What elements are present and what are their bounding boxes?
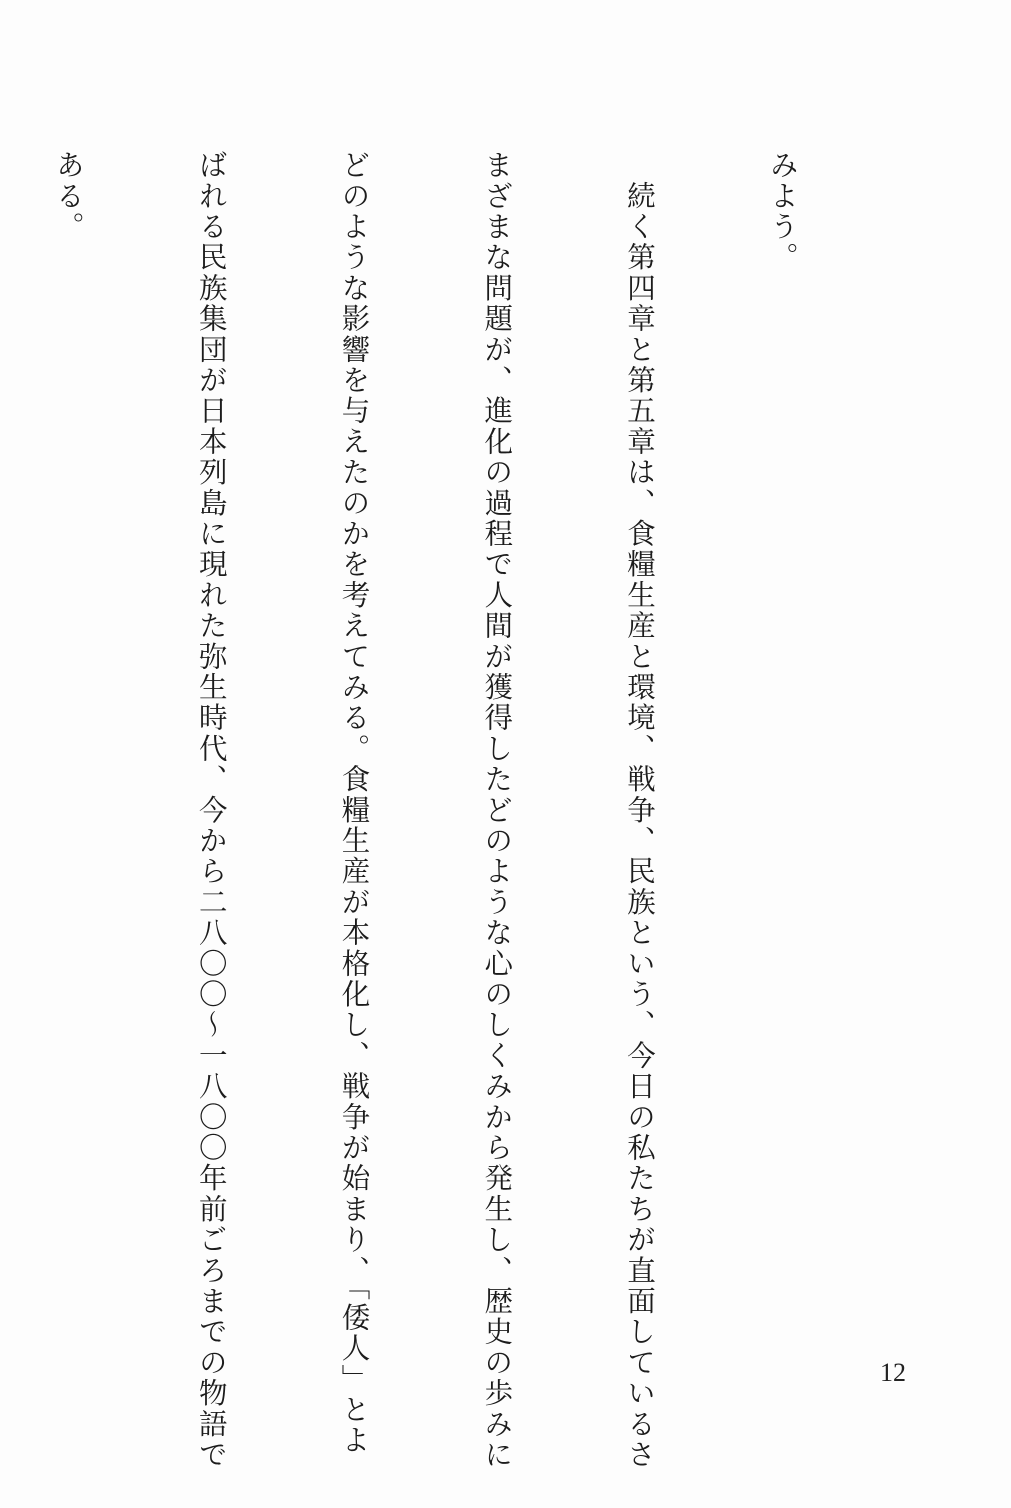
- text-line: ばれる民族集団が日本列島に現れた弥生時代、今から二八〇〇〜一八〇〇年前ごろまでの物語で: [194, 150, 228, 1471]
- text-line: みよう。: [765, 150, 799, 273]
- text-line: ある。: [51, 150, 85, 243]
- text-line: まざまな問題が、進化の過程で人間が獲得したどのような心のしくみから発生し、歴史の歩みに: [480, 150, 514, 1471]
- text-line: どのような影響を与えたのかを考えてみる。食糧生産が本格化し、戦争が始まり、「倭人」とよ: [337, 150, 371, 1456]
- text-line: 続く第四章と第五章は、食糧生産と環境、戦争、民族という、今日の私たちが直面しているさ: [623, 150, 657, 1471]
- page-number: 12: [880, 1358, 906, 1387]
